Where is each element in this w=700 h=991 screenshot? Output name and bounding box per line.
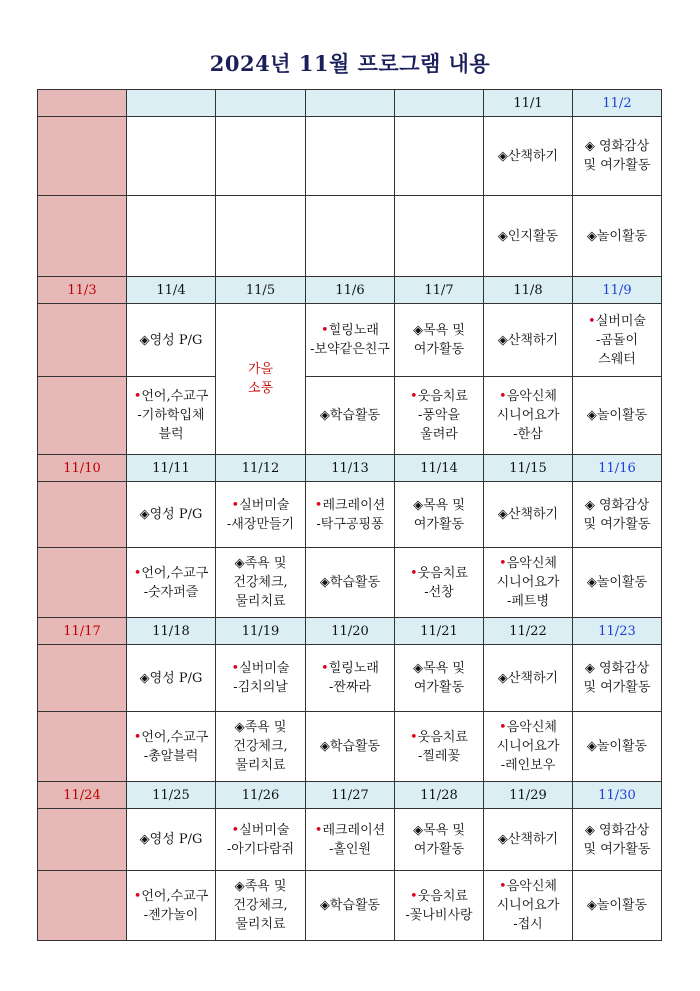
bullet-icon: • bbox=[410, 389, 418, 404]
date-cell: 11/29 bbox=[484, 782, 573, 809]
activity-cell: ◈ 영화감상 및 여가활동 bbox=[573, 809, 662, 871]
afternoon-activity-row bbox=[38, 548, 662, 618]
activity-cell: •레크레이션 -홀인원 bbox=[306, 809, 395, 871]
afternoon-activity-row bbox=[38, 712, 662, 782]
activity-cell: ◈목욕 및 여가활동 bbox=[395, 809, 484, 871]
sunday-column-cell bbox=[38, 645, 127, 712]
bullet-icon: • bbox=[410, 729, 418, 745]
date-cell: 11/23 bbox=[573, 618, 662, 645]
date-cell: 11/26 bbox=[216, 782, 306, 809]
bullet-icon: • bbox=[133, 565, 142, 581]
date-cell: 11/16 bbox=[573, 455, 662, 482]
activity-cell: •언어,수교구 -총알블럭 bbox=[127, 712, 216, 782]
page-title: 2024년 11월 프로그램 내용 bbox=[209, 51, 491, 76]
morning-activity-row bbox=[38, 482, 662, 548]
activity-cell: ◈놀이활동 bbox=[573, 548, 662, 618]
date-cell: 11/2 bbox=[573, 90, 662, 117]
date-cell: 11/19 bbox=[216, 618, 306, 645]
activity-cell: •실버미술 -아기다람쥐 bbox=[216, 809, 306, 871]
morning-activity-row bbox=[38, 304, 662, 377]
activity-cell: •음악신체 시니어요가 -접시 bbox=[484, 871, 573, 941]
date-cell: 11/24 bbox=[38, 782, 127, 809]
activity-cell: ◈놀이활동 bbox=[573, 377, 662, 455]
bullet-icon: • bbox=[499, 556, 507, 571]
date-cell: 11/13 bbox=[306, 455, 395, 482]
program-calendar-table bbox=[37, 89, 662, 941]
activity-cell: ◈영성 P/G bbox=[127, 304, 216, 377]
bullet-icon: • bbox=[231, 497, 240, 513]
activity-cell: ◈영성 P/G bbox=[127, 809, 216, 871]
activity-cell: ◈산책하기 bbox=[484, 482, 573, 548]
activity-cell: ◈학습활동 bbox=[306, 871, 395, 941]
date-cell: 11/3 bbox=[38, 277, 127, 304]
activity-cell: ◈놀이활동 bbox=[573, 871, 662, 941]
morning-activity-row bbox=[38, 117, 662, 196]
date-cell: 11/14 bbox=[395, 455, 484, 482]
activity-cell: •웃음치료 -찔레꽃 bbox=[395, 712, 484, 782]
date-cell: 11/8 bbox=[484, 277, 573, 304]
date-cell: 11/7 bbox=[395, 277, 484, 304]
activity-cell: ◈학습활동 bbox=[306, 712, 395, 782]
week-date-row bbox=[38, 782, 662, 809]
activity-cell: •음악신체 시니어요가 -한삼 bbox=[484, 377, 573, 455]
activity-cell: ◈ 영화감상 및 여가활동 bbox=[573, 117, 662, 196]
bullet-icon: • bbox=[499, 389, 507, 404]
activity-cell: ◈놀이활동 bbox=[573, 196, 662, 277]
afternoon-activity-row bbox=[38, 871, 662, 941]
week-date-row bbox=[38, 455, 662, 482]
activity-cell: ◈목욕 및 여가활동 bbox=[395, 482, 484, 548]
activity-cell: •레크레이션 -탁구공핑퐁 bbox=[306, 482, 395, 548]
date-cell bbox=[38, 90, 127, 117]
date-cell: 11/1 bbox=[484, 90, 573, 117]
activity-cell: ◈인지활동 bbox=[484, 196, 573, 277]
sunday-column-cell bbox=[38, 871, 127, 941]
date-cell: 11/11 bbox=[127, 455, 216, 482]
bullet-icon: • bbox=[410, 565, 418, 581]
bullet-icon: • bbox=[231, 661, 240, 676]
date-cell: 11/4 bbox=[127, 277, 216, 304]
bullet-icon: • bbox=[321, 661, 329, 676]
date-cell bbox=[216, 90, 306, 117]
date-cell: 11/20 bbox=[306, 618, 395, 645]
morning-activity-row bbox=[38, 809, 662, 871]
bullet-icon: • bbox=[499, 879, 507, 894]
date-cell: 11/10 bbox=[38, 455, 127, 482]
activity-cell: •실버미술 -곰돌이 스웨터 bbox=[573, 304, 662, 377]
activity-cell: ◈놀이활동 bbox=[573, 712, 662, 782]
date-cell bbox=[127, 90, 216, 117]
activity-cell: ◈영성 P/G bbox=[127, 482, 216, 548]
activity-cell: •웃음치료 -꽃나비사랑 bbox=[395, 871, 484, 941]
activity-cell: ◈족욕 및 건강체크, 물리치료 bbox=[216, 871, 306, 941]
bullet-icon: • bbox=[499, 720, 507, 735]
activity-cell: ◈영성 P/G bbox=[127, 645, 216, 712]
activity-cell: ◈족욕 및 건강체크, 물리치료 bbox=[216, 548, 306, 618]
activity-cell bbox=[127, 196, 216, 277]
date-cell: 11/6 bbox=[306, 277, 395, 304]
date-cell: 11/22 bbox=[484, 618, 573, 645]
date-cell: 11/17 bbox=[38, 618, 127, 645]
activity-cell bbox=[216, 196, 306, 277]
bullet-icon: • bbox=[133, 888, 142, 904]
morning-activity-row bbox=[38, 645, 662, 712]
week-date-row bbox=[38, 277, 662, 304]
activity-cell: •실버미술 -새장만들기 bbox=[216, 482, 306, 548]
date-cell: 11/30 bbox=[573, 782, 662, 809]
event-cell: 가을 소풍 bbox=[216, 304, 306, 455]
activity-cell: •음악신체 시니어요가 -레인보우 bbox=[484, 712, 573, 782]
date-cell: 11/28 bbox=[395, 782, 484, 809]
activity-cell: ◈산책하기 bbox=[484, 304, 573, 377]
activity-cell bbox=[395, 117, 484, 196]
activity-cell: •웃음치료 -선창 bbox=[395, 548, 484, 618]
activity-cell: •언어,수교구 -기하학입체 블럭 bbox=[127, 377, 216, 455]
activity-cell: •언어,수교구 -젠가놀이 bbox=[127, 871, 216, 941]
activity-cell bbox=[306, 196, 395, 277]
activity-cell: •힐링노래 -짠짜라 bbox=[306, 645, 395, 712]
sunday-column-cell bbox=[38, 377, 127, 455]
activity-cell: •언어,수교구 -숫자퍼즐 bbox=[127, 548, 216, 618]
activity-cell: ◈산책하기 bbox=[484, 117, 573, 196]
activity-cell: ◈산책하기 bbox=[484, 809, 573, 871]
bullet-icon: • bbox=[133, 729, 142, 745]
date-cell bbox=[395, 90, 484, 117]
date-cell: 11/25 bbox=[127, 782, 216, 809]
bullet-icon: • bbox=[231, 822, 240, 838]
activity-cell bbox=[306, 117, 395, 196]
sunday-column-cell bbox=[38, 117, 127, 196]
sunday-column-cell bbox=[38, 482, 127, 548]
activity-cell: ◈목욕 및 여가활동 bbox=[395, 304, 484, 377]
date-cell: 11/15 bbox=[484, 455, 573, 482]
sunday-column-cell bbox=[38, 196, 127, 277]
week-date-row bbox=[38, 90, 662, 117]
activity-cell: ◈목욕 및 여가활동 bbox=[395, 645, 484, 712]
activity-cell bbox=[127, 117, 216, 196]
date-cell: 11/18 bbox=[127, 618, 216, 645]
week-date-row bbox=[38, 618, 662, 645]
sunday-column-cell bbox=[38, 712, 127, 782]
afternoon-activity-row bbox=[38, 377, 662, 455]
date-cell: 11/27 bbox=[306, 782, 395, 809]
sunday-column-cell bbox=[38, 304, 127, 377]
bullet-icon: • bbox=[314, 497, 323, 513]
bullet-icon: • bbox=[314, 822, 323, 838]
bullet-icon: • bbox=[588, 313, 596, 329]
sunday-column-cell bbox=[38, 809, 127, 871]
activity-cell: ◈ 영화감상 및 여가활동 bbox=[573, 645, 662, 712]
date-cell: 11/9 bbox=[573, 277, 662, 304]
date-cell bbox=[306, 90, 395, 117]
date-cell: 11/21 bbox=[395, 618, 484, 645]
activity-cell: ◈족욕 및 건강체크, 물리치료 bbox=[216, 712, 306, 782]
date-cell: 11/12 bbox=[216, 455, 306, 482]
activity-cell bbox=[395, 196, 484, 277]
activity-cell: •실버미술 -김치의날 bbox=[216, 645, 306, 712]
bullet-icon: • bbox=[321, 323, 329, 338]
activity-cell: ◈학습활동 bbox=[306, 377, 395, 455]
bullet-icon: • bbox=[410, 888, 418, 904]
activity-cell: ◈ 영화감상 및 여가활동 bbox=[573, 482, 662, 548]
afternoon-activity-row bbox=[38, 196, 662, 277]
activity-cell: •웃음치료 -풍악을 울려라 bbox=[395, 377, 484, 455]
activity-cell: •음악신체 시니어요가 -페트병 bbox=[484, 548, 573, 618]
activity-cell: ◈산책하기 bbox=[484, 645, 573, 712]
bullet-icon: • bbox=[133, 389, 142, 404]
date-cell: 11/5 bbox=[216, 277, 306, 304]
activity-cell: ◈학습활동 bbox=[306, 548, 395, 618]
activity-cell bbox=[216, 117, 306, 196]
activity-cell: •힐링노래 -보약같은친구 bbox=[306, 304, 395, 377]
sunday-column-cell bbox=[38, 548, 127, 618]
